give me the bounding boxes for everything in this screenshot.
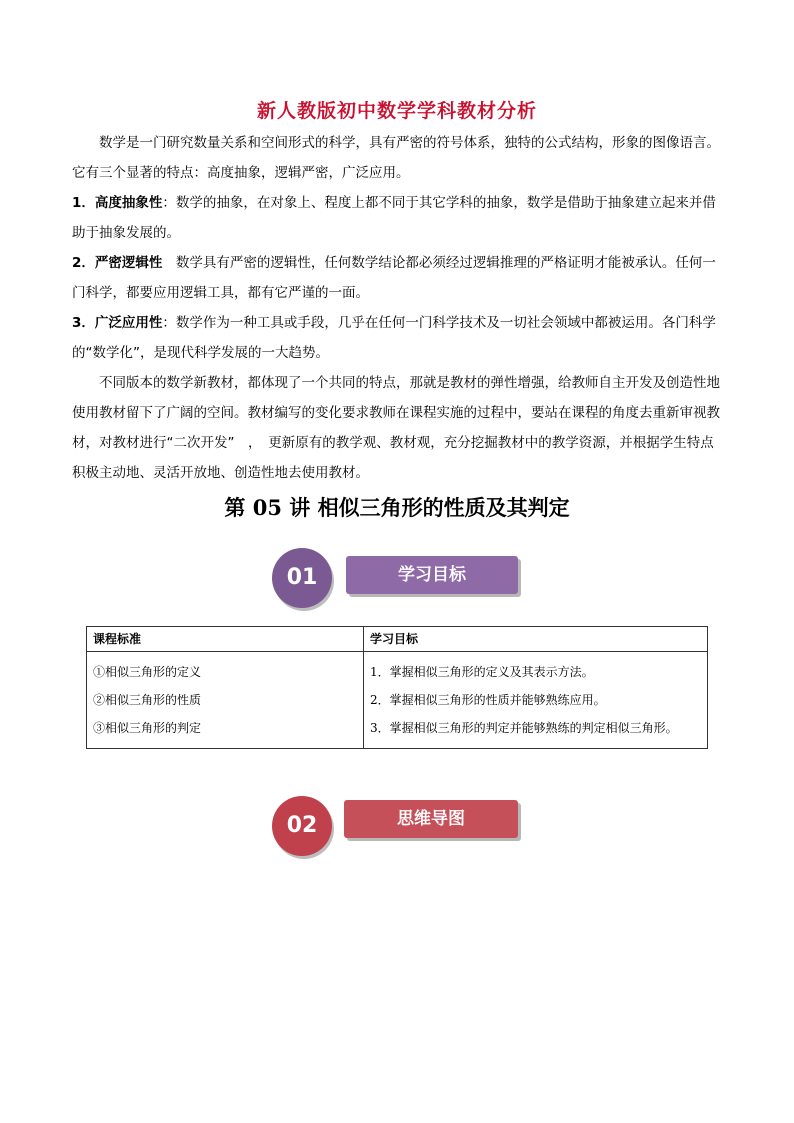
standard-item: ③相似三角形的判定 [93,721,202,735]
point-label: 3．广泛应用性 [72,315,163,331]
point-abstract [72,188,724,248]
goal-item: 1．掌握相似三角形的定义及其表示方法。 [370,665,594,679]
section-badge-learning-goals [270,548,530,612]
goals-cell [364,652,708,749]
point-text: 数学具有严密的逻辑性，任何数学结论都必须经过逻辑推理的严格证明才能被承认。任何一门科学，都要应用逻辑工具，都有它严谨的一面。 [72,255,716,301]
intro-section [72,128,724,488]
section-number-circle: 01 [272,548,332,608]
goal-item: 2．掌握相似三角形的性质并能够熟练应用。 [370,693,606,707]
point-application [72,308,724,368]
point-logic [72,248,724,308]
point-text: ：数学的抽象，在对象上、程度上都不同于其它学科的抽象，数学是借助于抽象建立起来并借助于抽象发展的。 [72,195,716,241]
header-goals: 学习目标 [364,627,708,652]
section-label-bar: 思维导图 [344,800,518,838]
standard-item: ②相似三角形的性质 [93,693,202,707]
banner-title: 新人教版初中数学学科教材分析 [256,100,537,122]
goal-item: 3．掌握相似三角形的判定并能够熟练的判定相似三角形。 [370,721,678,735]
section-badge-mind-map [270,794,530,858]
point-label: 1．高度抽象性 [72,195,163,211]
table-row [87,652,708,749]
point-text: ：数学作为一种工具或手段，几乎在任何一门科学技术及一切社会领域中都被运用。各门科学的“数学化”，是现代科学发展的一大趋势。 [72,315,716,361]
standards-cell [87,652,364,749]
intro-paragraph: 数学是一门研究数量关系和空间形式的科学，具有严密的符号体系，独特的公式结构，形象的图像语言。它有三个显著的特点：高度抽象，逻辑严密，广泛应用。 [72,135,720,181]
section-number-circle: 02 [272,796,332,856]
standard-item: ①相似三角形的定义 [93,665,202,679]
point-label: 2．严密逻辑性 [72,255,163,271]
lecture-title: 第 05 讲 相似三角形的性质及其判定 [224,495,570,520]
section-label-bar: 学习目标 [346,556,518,594]
goals-table [86,626,708,749]
table-header-row [87,627,708,652]
header-standards: 课程标准 [87,627,364,652]
textbook-paragraph: 不同版本的数学新教材，都体现了一个共同的特点，那就是教材的弹性增强，给教师自主开发及创造性地使用教材留下了广阔的空间。教材编写的变化要求教师在课程实施的过程中，要站在课程的角度去重新审视教材，对教材进行“二次开发” ， 更新原有的教学观、教材观，充分挖掘教材中的教学资源，并根据学生特点积极主动地、灵活开放地、创造性地去使用教材。 [72,375,720,481]
